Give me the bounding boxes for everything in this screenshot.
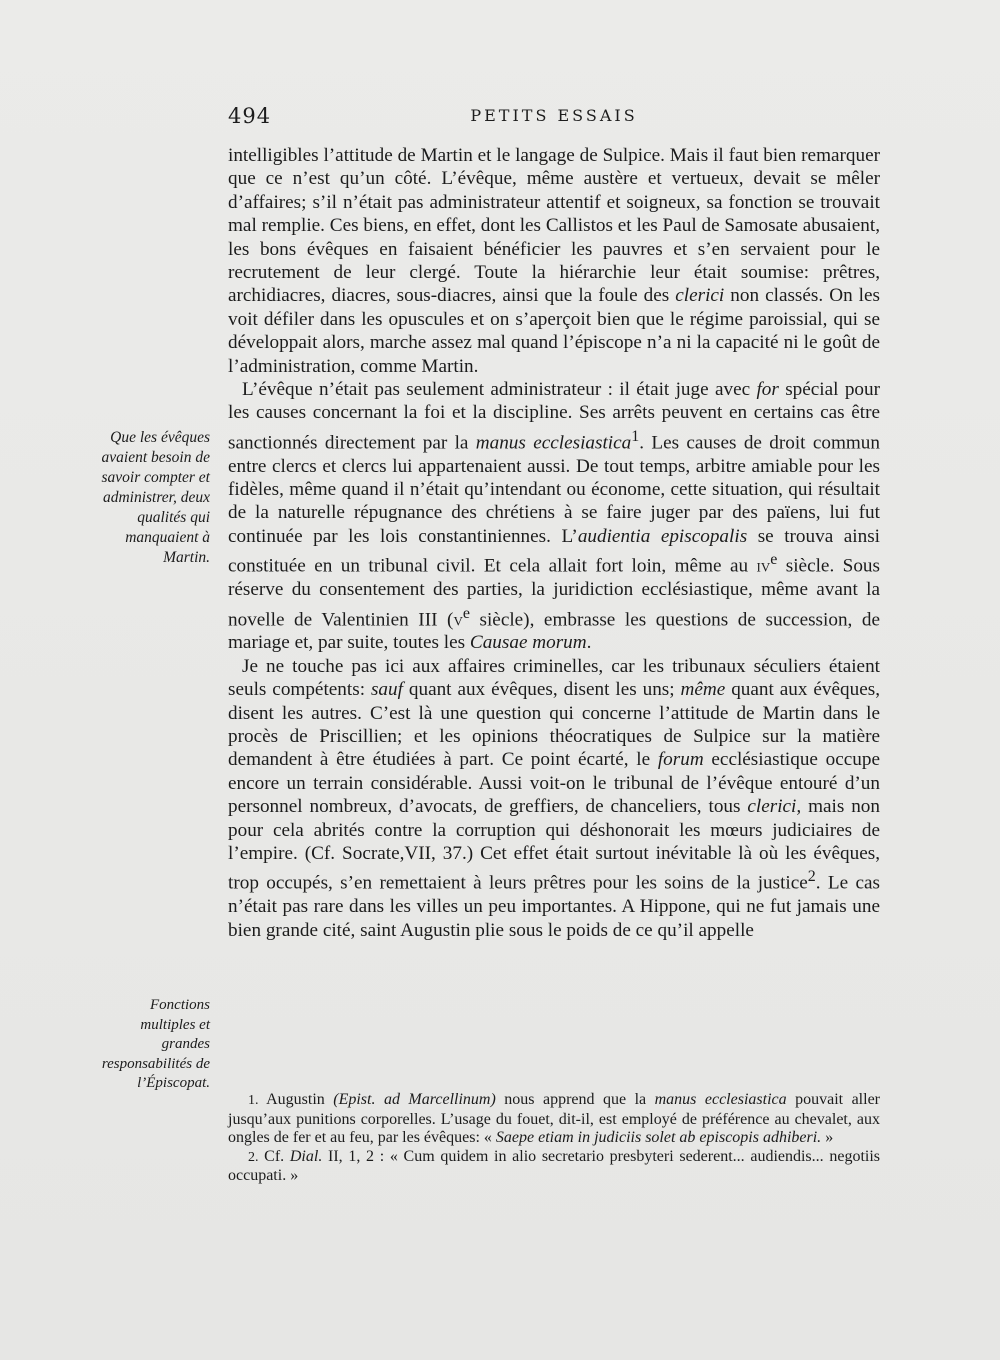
margin-note-fonctions: Fonctions multiples et grandes responsabilités de l’Épiscopat.	[101, 997, 210, 1091]
paragraph-1	[228, 144, 880, 378]
italic-run: même	[680, 679, 726, 701]
margin-note-eveques: Que les évêques avaient besoin de savoir compter et administrer, deux qualités qui manquaient à Martin.	[101, 429, 210, 566]
italic-run: Dial.	[289, 1147, 323, 1165]
text-run: ecclésiastique occupe encore un terrain considérable. Aussi voit-on le tribunal de l’évêque entouré d’un personnel nombreux, d’avocats, de greffiers, de chanceliers, tous	[228, 749, 880, 818]
text-run: se trouva ainsi constituée en un tribunal civil. Et cela allait fort loin, même au	[228, 525, 880, 577]
page-number: 494	[228, 104, 272, 128]
text-run: L’évêque n’était pas seulement administrateur : il était juge avec	[242, 379, 757, 401]
superscript: e	[770, 551, 778, 569]
text-run: Je ne touche pas ici aux affaires criminelles, car les tribunaux séculiers étaient seuls compétents:	[228, 655, 880, 701]
text-run: quant aux évêques, disent les uns;	[402, 679, 681, 701]
text-run: »	[821, 1129, 834, 1146]
text-run: . Les causes de droit commun entre clercs et clercs lui appartenaient aussi. De tout temps, arbitre amiable pour les fidèles, même quand il n’était qu’intendant ou économe, cette situation, qui résultait de la naturelle répugnance des chrétiens à se faire juger par des païens, lui fut continuée par les lois constantiniennes. L’	[228, 432, 880, 547]
text-run: intelligibles l’attitude de Martin et le langage de Sulpice. Mais il faut bien remarquer que ce n’est qu’un côté. L’évêque, même austère et vertueux, devait se mêler d’affaires; s’il n’était pas administrateur attentif et soigneux, sa fonction se trouvait mal remplie. Ces biens, en effet, dont les Callistos et les Paul de Samosate abusaient, les bons évêques en faisaient bénéficier les pauvres et s’en servaient pour le recrutement de leur clergé. Toute la hiérarchie leur était soumise: prêtres, archidiacres, diacres, sous-diacres, ainsi que la foule des	[228, 145, 880, 307]
italic-run: forum	[657, 749, 704, 771]
footnote-1	[228, 1091, 880, 1148]
text-run: Augustin	[258, 1091, 334, 1108]
text-run: .	[586, 632, 592, 654]
italic-run: Causae morum	[469, 632, 587, 654]
paragraph-2	[228, 378, 880, 655]
text-run: quant aux évêques, disent les autres. C’est là une question qui concerne l’attitude de Martin dans le procès de Priscillien; et les opinions théocratiques de Sulpice sur la matière demandent à être étudiées à part. Ce point écarté, le	[228, 679, 880, 771]
footnote-ref-2[interactable]: 2	[807, 868, 816, 886]
roman-numeral: iv	[756, 555, 771, 577]
running-title: PETITS ESSAIS	[470, 106, 638, 125]
roman-numeral: v	[453, 608, 463, 630]
italic-run: manus ecclesiastica	[654, 1091, 787, 1108]
text-run: II, 1, 2 : « Cum quidem in alio secretario presbyteri sederent... audiendis... negotiis occupati. »	[228, 1147, 881, 1184]
text-run: . Le cas n’était pas rare dans les villes un peu importantes. A Hippone, qui ne fut jamais une bien grande cité, saint Augustin plie sous le poids de ce qu’il appelle	[228, 872, 881, 941]
footnote-number: 2.	[248, 1149, 259, 1165]
page-header	[228, 104, 880, 132]
italic-run: manus ecclesiastica	[475, 432, 632, 454]
italic-run: for	[756, 379, 779, 401]
footnote-2	[228, 1148, 880, 1186]
text-run: nous apprend que la	[495, 1091, 655, 1108]
italic-run: sauf	[370, 679, 403, 701]
text-run: pouvait aller jusqu’aux punitions corporelles. L’usage du fouet, dit-il, est employé de préférence au chevalet, aux ongles de fer et au feu, par les évêques: «	[228, 1091, 880, 1146]
text-run: siècle. Sous réserve du consentement des parties, la juridiction ecclésiastique, même avant la novelle de Valentinien III (	[228, 555, 880, 630]
text-run: Cf.	[258, 1147, 290, 1165]
paragraph-3	[228, 655, 880, 942]
italic-run: (Epist. ad Marcellinum)	[333, 1091, 496, 1108]
footnote-ref-1[interactable]: 1	[631, 427, 640, 445]
italic-run: clerici,	[747, 796, 802, 818]
text-run: spécial pour les causes concernant la foi et la discipline. Ses arrêts peuvent en certains cas être sanctionnés directement par la	[228, 379, 880, 454]
italic-run: clerici	[675, 285, 725, 307]
italic-run: Saepe etiam in judiciis solet ab episcopis adhiberi.	[495, 1129, 822, 1146]
footnotes	[228, 1091, 880, 1186]
text-run: siècle), embrasse les questions de succession, de mariage et, par suite, toutes les	[228, 608, 881, 654]
text-run: mais non pour cela abrités contre la corruption qui déshonorait les mœurs judiciaires de l’empire. (Cf. Socrate,VII, 37.) Cet effet était surtout inévitable là où les évêques, trop occupés, s’en remettaient à leurs prêtres pour les soins de la justice	[228, 796, 880, 894]
text-run: non classés. On les voit défiler dans les opuscules et on s’aperçoit bien que le régime paroissial, qui se développait alors, marche assez mal quand l’épiscope n’a ni la capacité ni le goût de l’administration, comme Martin.	[228, 285, 880, 377]
footnote-number: 1.	[248, 1093, 259, 1108]
italic-run: audientia episcopalis	[577, 525, 748, 547]
body-text	[228, 144, 880, 942]
superscript: e	[462, 604, 470, 622]
